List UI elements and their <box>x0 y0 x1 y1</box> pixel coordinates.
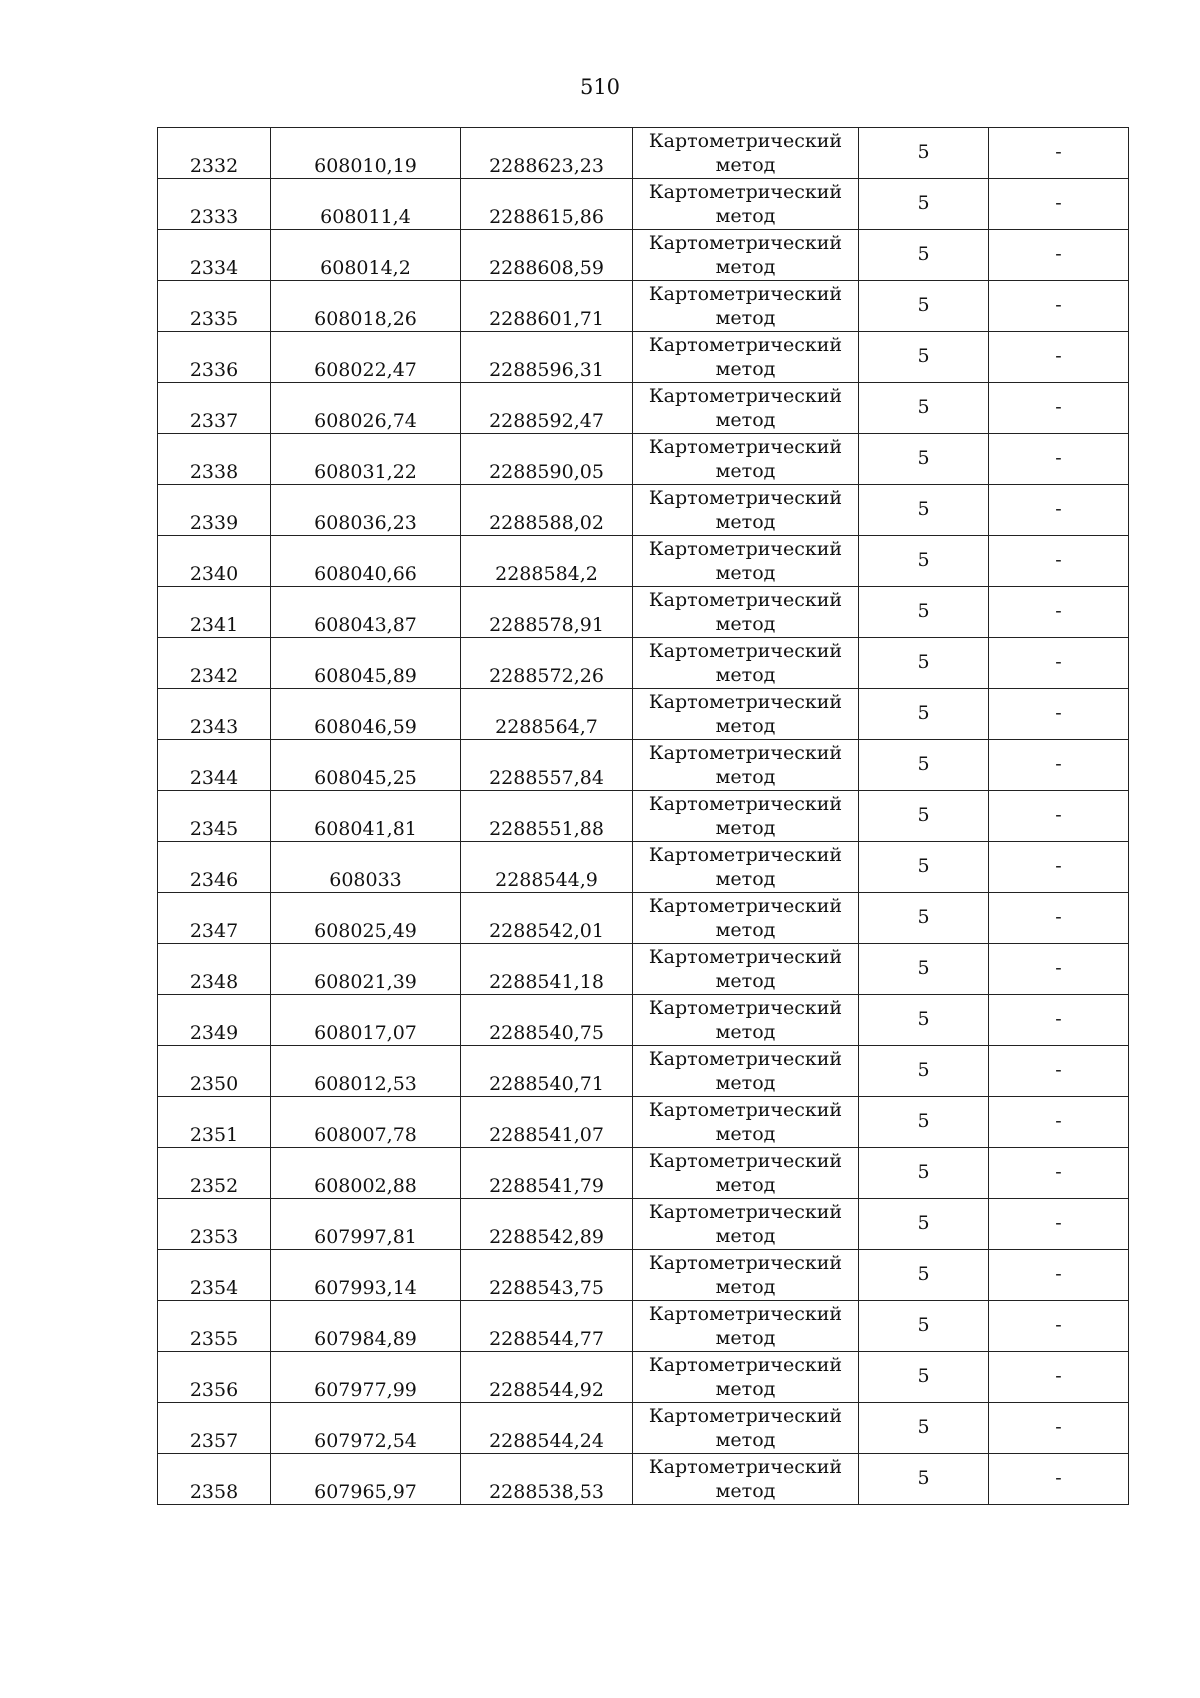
y-coordinate-cell: 2288541,07 <box>461 1097 633 1148</box>
accuracy-cell: 5 <box>859 485 989 536</box>
method-text: метод <box>715 1174 776 1196</box>
y-coordinate-cell: 2288541,18 <box>461 944 633 995</box>
point-number-cell: 2355 <box>158 1301 271 1352</box>
accuracy-cell: 5 <box>859 689 989 740</box>
method-text: метод <box>715 562 776 584</box>
method-cell <box>633 179 859 230</box>
y-coordinate-cell: 2288544,24 <box>461 1403 633 1454</box>
x-coordinate-cell: 608002,88 <box>271 1148 461 1199</box>
method-cell <box>633 1454 859 1505</box>
y-coordinate-cell: 2288544,92 <box>461 1352 633 1403</box>
x-coordinate-cell: 608040,66 <box>271 536 461 587</box>
method-cell <box>633 893 859 944</box>
table-row <box>158 485 1129 536</box>
x-coordinate-cell: 608018,26 <box>271 281 461 332</box>
point-number-cell: 2352 <box>158 1148 271 1199</box>
method-text: Картометрический <box>648 1048 843 1070</box>
method-text: метод <box>715 817 776 839</box>
y-coordinate-cell: 2288540,71 <box>461 1046 633 1097</box>
y-coordinate-cell: 2288538,53 <box>461 1454 633 1505</box>
method-text: Картометрический <box>648 946 843 968</box>
accuracy-cell: 5 <box>859 383 989 434</box>
table-row <box>158 1301 1129 1352</box>
x-coordinate-cell: 608021,39 <box>271 944 461 995</box>
x-coordinate-cell: 608045,89 <box>271 638 461 689</box>
method-text: Картометрический <box>648 742 843 764</box>
method-text: Картометрический <box>648 1150 843 1172</box>
point-number-cell: 2348 <box>158 944 271 995</box>
method-text: Картометрический <box>648 895 843 917</box>
x-coordinate-cell: 608045,25 <box>271 740 461 791</box>
y-coordinate-cell: 2288596,31 <box>461 332 633 383</box>
note-cell: - <box>989 995 1129 1046</box>
note-cell: - <box>989 281 1129 332</box>
note-cell: - <box>989 536 1129 587</box>
note-cell: - <box>989 485 1129 536</box>
point-number-cell: 2337 <box>158 383 271 434</box>
table-row <box>158 587 1129 638</box>
method-text: Картометрический <box>648 334 843 356</box>
y-coordinate-cell: 2288578,91 <box>461 587 633 638</box>
note-cell: - <box>989 383 1129 434</box>
table-row <box>158 281 1129 332</box>
table-row <box>158 944 1129 995</box>
accuracy-cell: 5 <box>859 1148 989 1199</box>
point-number-cell: 2350 <box>158 1046 271 1097</box>
method-cell <box>633 1250 859 1301</box>
method-text: Картометрический <box>648 1456 843 1478</box>
method-cell <box>633 434 859 485</box>
method-cell <box>633 638 859 689</box>
point-number-cell: 2351 <box>158 1097 271 1148</box>
method-text: метод <box>715 358 776 380</box>
x-coordinate-cell: 607997,81 <box>271 1199 461 1250</box>
method-cell <box>633 587 859 638</box>
accuracy-cell: 5 <box>859 1454 989 1505</box>
x-coordinate-cell: 608026,74 <box>271 383 461 434</box>
point-number-cell: 2332 <box>158 128 271 179</box>
method-cell <box>633 332 859 383</box>
y-coordinate-cell: 2288551,88 <box>461 791 633 842</box>
table-row <box>158 893 1129 944</box>
note-cell: - <box>989 740 1129 791</box>
table-row <box>158 230 1129 281</box>
method-text: метод <box>715 1021 776 1043</box>
point-number-cell: 2358 <box>158 1454 271 1505</box>
method-cell <box>633 1097 859 1148</box>
method-text: Картометрический <box>648 385 843 407</box>
method-text: Картометрический <box>648 691 843 713</box>
method-cell <box>633 842 859 893</box>
method-text: метод <box>715 766 776 788</box>
point-number-cell: 2340 <box>158 536 271 587</box>
table-row <box>158 1199 1129 1250</box>
accuracy-cell: 5 <box>859 281 989 332</box>
point-number-cell: 2353 <box>158 1199 271 1250</box>
accuracy-cell: 5 <box>859 1046 989 1097</box>
x-coordinate-cell: 608041,81 <box>271 791 461 842</box>
note-cell: - <box>989 1454 1129 1505</box>
method-text: Картометрический <box>648 640 843 662</box>
accuracy-cell: 5 <box>859 842 989 893</box>
table-row <box>158 434 1129 485</box>
note-cell: - <box>989 638 1129 689</box>
note-cell: - <box>989 179 1129 230</box>
method-cell <box>633 791 859 842</box>
y-coordinate-cell: 2288601,71 <box>461 281 633 332</box>
method-text: Картометрический <box>648 538 843 560</box>
method-cell <box>633 281 859 332</box>
note-cell: - <box>989 1250 1129 1301</box>
note-cell: - <box>989 1046 1129 1097</box>
accuracy-cell: 5 <box>859 995 989 1046</box>
method-text: метод <box>715 307 776 329</box>
method-text: Картометрический <box>648 283 843 305</box>
page-number: 510 <box>579 75 621 99</box>
point-number-cell: 2354 <box>158 1250 271 1301</box>
y-coordinate-cell: 2288572,26 <box>461 638 633 689</box>
method-text: Картометрический <box>648 1405 843 1427</box>
table-row <box>158 128 1129 179</box>
point-number-cell: 2346 <box>158 842 271 893</box>
note-cell: - <box>989 1352 1129 1403</box>
accuracy-cell: 5 <box>859 1199 989 1250</box>
table-row <box>158 1403 1129 1454</box>
method-text: метод <box>715 409 776 431</box>
method-cell <box>633 383 859 434</box>
coordinates-table <box>157 127 1129 1505</box>
method-text: Картометрический <box>648 1252 843 1274</box>
method-text: метод <box>715 1429 776 1451</box>
accuracy-cell: 5 <box>859 536 989 587</box>
method-cell <box>633 1046 859 1097</box>
x-coordinate-cell: 607984,89 <box>271 1301 461 1352</box>
accuracy-cell: 5 <box>859 434 989 485</box>
point-number-cell: 2349 <box>158 995 271 1046</box>
method-cell <box>633 128 859 179</box>
method-text: метод <box>715 154 776 176</box>
method-text: Картометрический <box>648 436 843 458</box>
table-row <box>158 536 1129 587</box>
note-cell: - <box>989 689 1129 740</box>
point-number-cell: 2357 <box>158 1403 271 1454</box>
table-row <box>158 689 1129 740</box>
table-row <box>158 1148 1129 1199</box>
note-cell: - <box>989 791 1129 842</box>
method-cell <box>633 230 859 281</box>
x-coordinate-cell: 608033 <box>271 842 461 893</box>
method-text: метод <box>715 1378 776 1400</box>
accuracy-cell: 5 <box>859 1403 989 1454</box>
accuracy-cell: 5 <box>859 638 989 689</box>
note-cell: - <box>989 944 1129 995</box>
method-text: метод <box>715 613 776 635</box>
table-row <box>158 179 1129 230</box>
method-text: метод <box>715 715 776 737</box>
accuracy-cell: 5 <box>859 587 989 638</box>
method-text: Картометрический <box>648 130 843 152</box>
method-text: Картометрический <box>648 487 843 509</box>
accuracy-cell: 5 <box>859 1250 989 1301</box>
method-text: Картометрический <box>648 181 843 203</box>
x-coordinate-cell: 608031,22 <box>271 434 461 485</box>
note-cell: - <box>989 893 1129 944</box>
y-coordinate-cell: 2288564,7 <box>461 689 633 740</box>
point-number-cell: 2343 <box>158 689 271 740</box>
point-number-cell: 2333 <box>158 179 271 230</box>
x-coordinate-cell: 608012,53 <box>271 1046 461 1097</box>
method-text: Картометрический <box>648 1354 843 1376</box>
point-number-cell: 2335 <box>158 281 271 332</box>
y-coordinate-cell: 2288588,02 <box>461 485 633 536</box>
x-coordinate-cell: 608036,23 <box>271 485 461 536</box>
table-row <box>158 332 1129 383</box>
method-text: Картометрический <box>648 589 843 611</box>
y-coordinate-cell: 2288623,23 <box>461 128 633 179</box>
method-text: метод <box>715 1276 776 1298</box>
y-coordinate-cell: 2288542,89 <box>461 1199 633 1250</box>
note-cell: - <box>989 1301 1129 1352</box>
note-cell: - <box>989 1199 1129 1250</box>
accuracy-cell: 5 <box>859 791 989 842</box>
accuracy-cell: 5 <box>859 740 989 791</box>
method-cell <box>633 689 859 740</box>
accuracy-cell: 5 <box>859 230 989 281</box>
method-text: метод <box>715 970 776 992</box>
accuracy-cell: 5 <box>859 1301 989 1352</box>
table-row <box>158 791 1129 842</box>
method-text: Картометрический <box>648 1303 843 1325</box>
method-cell <box>633 1403 859 1454</box>
note-cell: - <box>989 1148 1129 1199</box>
method-cell <box>633 1199 859 1250</box>
accuracy-cell: 5 <box>859 179 989 230</box>
y-coordinate-cell: 2288615,86 <box>461 179 633 230</box>
accuracy-cell: 5 <box>859 128 989 179</box>
accuracy-cell: 5 <box>859 944 989 995</box>
x-coordinate-cell: 608014,2 <box>271 230 461 281</box>
x-coordinate-cell: 608011,4 <box>271 179 461 230</box>
method-text: метод <box>715 511 776 533</box>
method-cell <box>633 740 859 791</box>
method-text: Картометрический <box>648 232 843 254</box>
method-cell <box>633 1352 859 1403</box>
point-number-cell: 2338 <box>158 434 271 485</box>
x-coordinate-cell: 608022,47 <box>271 332 461 383</box>
y-coordinate-cell: 2288608,59 <box>461 230 633 281</box>
table-row <box>158 1454 1129 1505</box>
y-coordinate-cell: 2288540,75 <box>461 995 633 1046</box>
table-row <box>158 1352 1129 1403</box>
point-number-cell: 2339 <box>158 485 271 536</box>
x-coordinate-cell: 608046,59 <box>271 689 461 740</box>
note-cell: - <box>989 1097 1129 1148</box>
y-coordinate-cell: 2288544,9 <box>461 842 633 893</box>
method-text: метод <box>715 460 776 482</box>
point-number-cell: 2342 <box>158 638 271 689</box>
method-text: метод <box>715 256 776 278</box>
table-row <box>158 1250 1129 1301</box>
method-cell <box>633 536 859 587</box>
x-coordinate-cell: 608025,49 <box>271 893 461 944</box>
y-coordinate-cell: 2288541,79 <box>461 1148 633 1199</box>
y-coordinate-cell: 2288584,2 <box>461 536 633 587</box>
table-row <box>158 638 1129 689</box>
note-cell: - <box>989 332 1129 383</box>
note-cell: - <box>989 434 1129 485</box>
method-text: метод <box>715 205 776 227</box>
table-row <box>158 383 1129 434</box>
point-number-cell: 2347 <box>158 893 271 944</box>
x-coordinate-cell: 607972,54 <box>271 1403 461 1454</box>
method-cell <box>633 485 859 536</box>
note-cell: - <box>989 587 1129 638</box>
note-cell: - <box>989 230 1129 281</box>
y-coordinate-cell: 2288542,01 <box>461 893 633 944</box>
method-cell <box>633 1148 859 1199</box>
method-text: Картометрический <box>648 997 843 1019</box>
accuracy-cell: 5 <box>859 1352 989 1403</box>
method-text: Картометрический <box>648 793 843 815</box>
method-text: Картометрический <box>648 1201 843 1223</box>
y-coordinate-cell: 2288557,84 <box>461 740 633 791</box>
method-text: метод <box>715 919 776 941</box>
x-coordinate-cell: 607993,14 <box>271 1250 461 1301</box>
y-coordinate-cell: 2288543,75 <box>461 1250 633 1301</box>
point-number-cell: 2344 <box>158 740 271 791</box>
accuracy-cell: 5 <box>859 1097 989 1148</box>
method-text: метод <box>715 1327 776 1349</box>
x-coordinate-cell: 608017,07 <box>271 995 461 1046</box>
method-cell <box>633 1301 859 1352</box>
x-coordinate-cell: 608043,87 <box>271 587 461 638</box>
note-cell: - <box>989 842 1129 893</box>
point-number-cell: 2356 <box>158 1352 271 1403</box>
method-text: метод <box>715 1072 776 1094</box>
table-row <box>158 995 1129 1046</box>
x-coordinate-cell: 608010,19 <box>271 128 461 179</box>
note-cell: - <box>989 128 1129 179</box>
note-cell: - <box>989 1403 1129 1454</box>
point-number-cell: 2336 <box>158 332 271 383</box>
method-text: Картометрический <box>648 844 843 866</box>
coordinates-table-body <box>158 128 1129 1505</box>
x-coordinate-cell: 607965,97 <box>271 1454 461 1505</box>
table-row <box>158 842 1129 893</box>
method-cell <box>633 944 859 995</box>
y-coordinate-cell: 2288590,05 <box>461 434 633 485</box>
method-text: метод <box>715 1123 776 1145</box>
accuracy-cell: 5 <box>859 332 989 383</box>
table-row <box>158 740 1129 791</box>
y-coordinate-cell: 2288544,77 <box>461 1301 633 1352</box>
method-cell <box>633 995 859 1046</box>
accuracy-cell: 5 <box>859 893 989 944</box>
point-number-cell: 2341 <box>158 587 271 638</box>
y-coordinate-cell: 2288592,47 <box>461 383 633 434</box>
method-text: метод <box>715 868 776 890</box>
method-text: метод <box>715 1225 776 1247</box>
point-number-cell: 2345 <box>158 791 271 842</box>
method-text: Картометрический <box>648 1099 843 1121</box>
point-number-cell: 2334 <box>158 230 271 281</box>
table-row <box>158 1097 1129 1148</box>
x-coordinate-cell: 607977,99 <box>271 1352 461 1403</box>
method-text: метод <box>715 664 776 686</box>
table-row <box>158 1046 1129 1097</box>
x-coordinate-cell: 608007,78 <box>271 1097 461 1148</box>
method-text: метод <box>715 1480 776 1502</box>
